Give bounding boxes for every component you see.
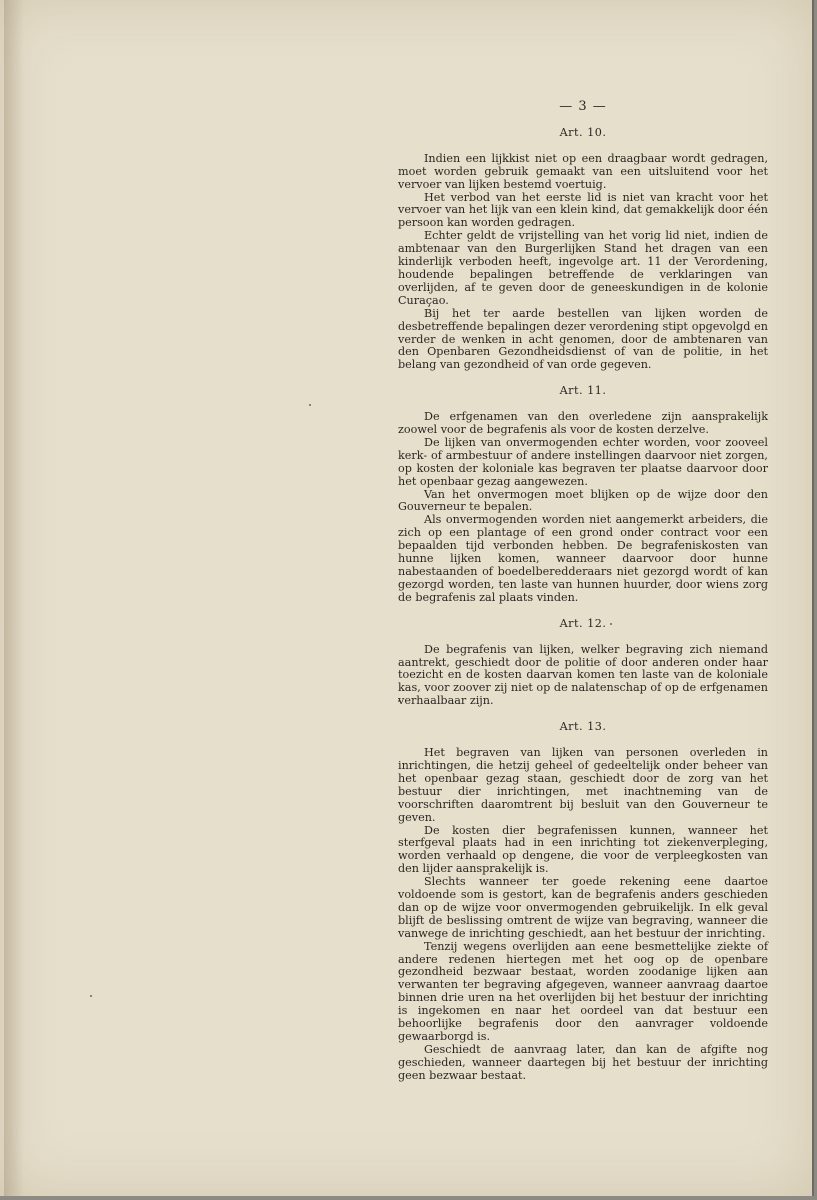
paragraph: Het begraven van lijken van personen overleden in inrichtingen, die hetzij geheel of gedeeltelijk onder beheer van het openbaar gezag staan, geschiedt door de zorg van het bestuur dier inrichtingen, met inachtneming van de voorschriften daaromtrent bij besluit van den Gouverneur te geven. [398, 746, 768, 824]
paper-speck [309, 404, 311, 406]
article-heading: Art. 12. [559, 616, 607, 630]
article-10 [398, 127, 768, 372]
article-heading: Art. 11. [559, 384, 607, 398]
article-12 [398, 618, 768, 708]
article-heading: Art. 10. [559, 125, 607, 139]
paragraph: De begrafenis van lijken, welker begraving zich niemand aantrekt, geschiedt door de politie of door anderen onder haar toezicht en de kosten daarvan komen ten laste van de koloniale kas, voor zoover zij niet op de nalatenschap of op de erfgenamen verhaalbaar zijn. [398, 642, 768, 708]
article-13 [398, 721, 768, 1082]
paragraph: Bij het ter aarde bestellen van lijken worden de desbetreffende bepalingen dezer verordening stipt opgevolgd en verder de wenken in acht genomen, door de ambtenaren van den Openbaren Gezondheidsdienst of van de politie, in het belang van gezondheid of van orde gegeven. [398, 306, 768, 372]
article-heading: Art. 13. [559, 720, 607, 734]
paper-speck [90, 995, 92, 997]
paragraph: Geschiedt de aanvraag later, dan kan de afgifte nog geschieden, wanneer daartegen bij het bestuur der inrichting geen bezwaar bestaat. [398, 1042, 768, 1082]
article-11 [398, 385, 768, 605]
page-text [398, 101, 768, 1096]
paragraph: Slechts wanneer ter goede rekening eene daartoe voldoende som is gestort, kan de begrafenis anders geschieden dan op de wijze voor onvermogenden gebruikelijk. In elk geval blijft de beslissing omtrent de wijze van begraving, wanneer die vanwege de inrichting geschiedt, aan het bestuur der inrichting. [398, 875, 768, 940]
paragraph: Van het onvermogen moet blijken op de wijze door den Gouverneur te bepalen. [398, 487, 768, 514]
paragraph: Echter geldt de vrijstelling van het vorig lid niet, indien de ambtenaar van den Burgerlijken Stand het dragen van een kinderlijk verboden heeft, ingevolge art. 11 der Verordening, houdende bepalingen betreffende de verklaringen van overlijden, af te geven door de geneeskundigen in de kolonie Curaçao. [398, 229, 768, 307]
paragraph: Indien een lijkkist niet op een draagbaar wordt gedragen, moet worden gebruik gemaakt van een uitsluitend voor het vervoer van lijken bestemd voertuig. [398, 151, 768, 191]
paragraph: De lijken van onvermogenden echter worden, voor zooveel kerk- of armbestuur of andere instellingen daarvoor niet zorgen, op kosten der koloniale kas begraven ter plaatse daarvoor door het openbaar gezag aangewezen. [398, 435, 768, 488]
page-fold-shadow [4, 0, 24, 1196]
paragraph: Het verbod van het eerste lid is niet van kracht voor het vervoer van het lijk van een klein kind, dat gemakkelijk door één persoon kan worden gedragen. [398, 190, 768, 230]
paragraph: Als onvermogenden worden niet aangemerkt arbeiders, die zich op een plantage of een grond onder contract voor een bepaalden tijd verbonden hebben. De begrafeniskosten van hunne lijken komen, wanneer daarvoor door hunne nabestaanden of boedelberedderaars niet gezorgd wordt of kan gezorgd worden, ten laste van hunnen huurder, door wiens zorg de begrafenis zal plaats vinden. [398, 513, 768, 604]
paragraph: Tenzij wegens overlijden aan eene besmettelijke ziekte of andere redenen hiertegen met het oog op de openbare gezondheid bezwaar bestaat, worden zoodanige lijken aan verwanten ter begraving afgegeven, wanneer aanvraag daartoe binnen drie uren na het overlijden bij het bestuur der inrichting is ingekomen en naar het oordeel van dat bestuur een behoorlijke begrafenis door den aanvrager voldoende gewaarborgd is. [398, 939, 768, 1043]
paragraph: De kosten dier begrafenissen kunnen, wanneer het sterfgeval plaats had in een inrichting tot ziekenverpleging, worden verhaald op dengene, die voor de verpleegkosten van den lijder aansprakelijk is. [398, 823, 768, 876]
page-number: — 3 — [559, 99, 607, 114]
paragraph: De erfgenamen van den overledene zijn aansprakelijk zoowel voor de begrafenis als voor de kosten derzelve. [398, 410, 768, 437]
